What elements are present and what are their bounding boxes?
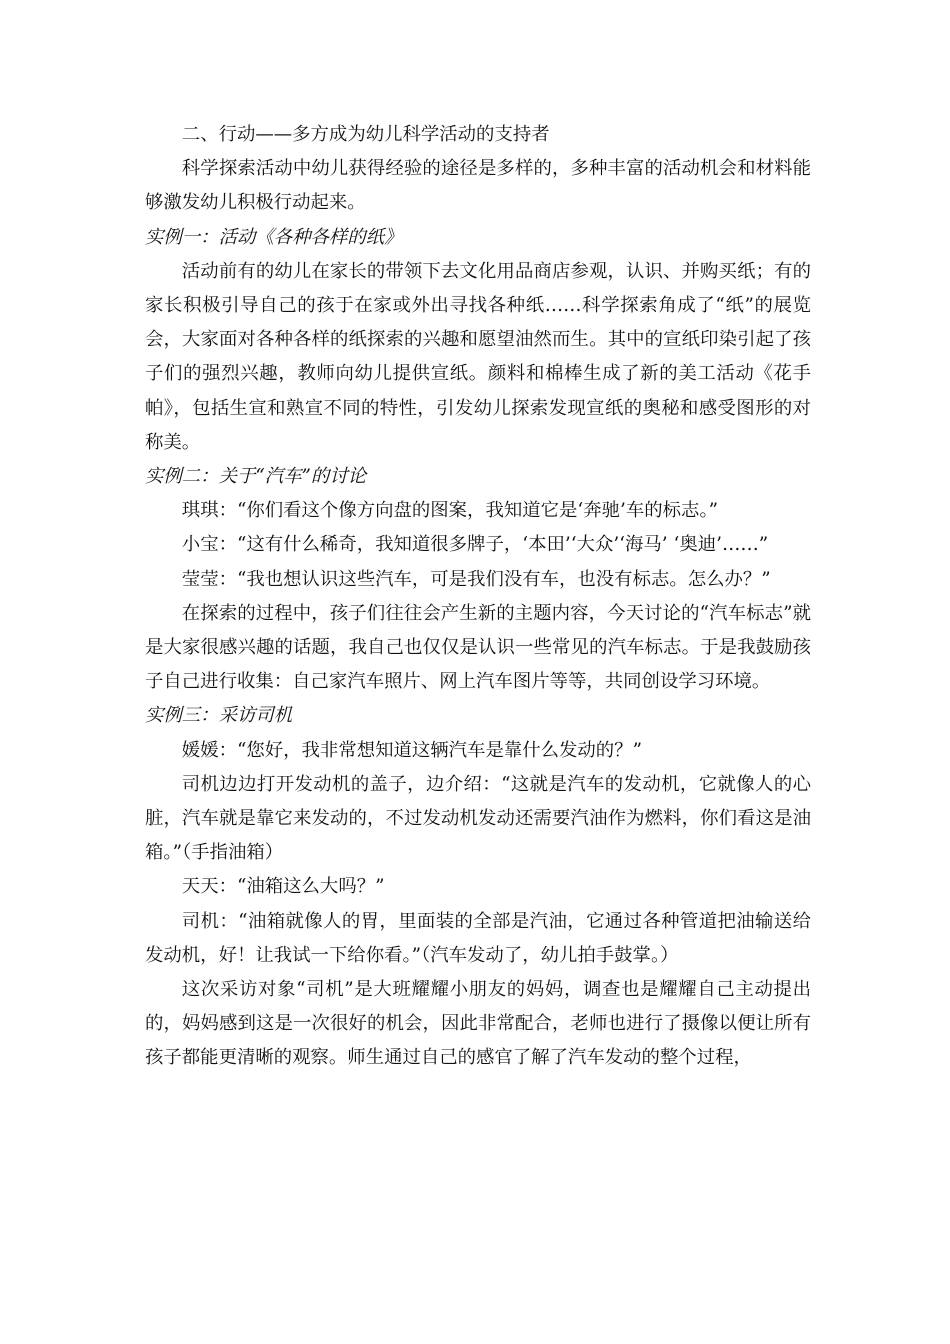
dialogue-line: 小宝：“这有什么稀奇，我知道很多牌子，‘本田’‘大众’‘海马’ ‘奥迪’……” [181,534,769,556]
example-two-paragraph: 在探索的过程中，孩子们往往会产生新的主题内容，今天讨论的“汽车标志”就是大家很感兴趣的话题，我自己也仅仅是认识一些常见的汽车标志。于是我鼓励孩子自己进行收集：自己家汽车照片、网上汽车图片等等，共同创设学习环境。 [145,602,811,693]
dialogue-line: 琪琪：“你们看这个像方向盘的图案，我知道它是‘奔驰’车的标志。” [181,500,719,522]
intro-paragraph: 科学探索活动中幼儿获得经验的途径是多样的，多种丰富的活动机会和材料能够激发幼儿积极行动起来。 [145,158,811,214]
dialogue-line: 司机边边打开发动机的盖子，边介绍：“这就是汽车的发动机，它就像人的心脏，汽车就是靠它来发动的，不过发动机发动还需要汽油作为燃料，你们看这是油箱。”（手指油箱） [145,773,811,864]
dialogue-line: 莹莹：“我也想认识这些汽车，可是我们没有车，也没有标志。怎么办？” [181,568,771,590]
example-three-paragraph: 这次采访对象“司机”是大班耀耀小朋友的妈妈，调查也是耀耀自己主动提出的，妈妈感到这是一次很好的机会，因此非常配合，老师也进行了摄像以便让所有孩子都能更清晰的观察。师生通过自己的感官了解了汽车发动的整个过程， [145,979,811,1069]
document-body [145,118,811,1076]
example-three-title: 实例三：采访司机 [145,705,293,727]
dialogue-line: 媛媛：“您好，我非常想知道这辆汽车是靠什么发动的？” [181,739,642,761]
section-heading: 二、行动——多方成为幼儿科学活动的支持者 [181,124,550,145]
example-one-paragraph: 活动前有的幼儿在家长的带领下去文化用品商店参观，认识、并购买纸；有的家长积极引导自己的孩于在家或外出寻找各种纸……科学探索角成了“纸”的展览会，大家面对各种各样的纸探索的兴趣和愿望油然而生。其中的宣纸印染引起了孩子们的强烈兴趣，教师向幼儿提供宣纸。颜料和棉棒生成了新的美工活动《花手帕》，包括生宣和熟宣不同的特性，引发幼儿探索发现宣纸的奥秘和感受图形的对称美。 [145,260,811,453]
example-two-title: 实例二：关于“汽车”的讨论 [145,466,367,488]
dialogue-line: 司机：“油箱就像人的胃，里面装的全部是汽油，它通过各种管道把油输送给发动机，好！让我试一下给你看。”（汽车发动了，幼儿拍手鼓掌。） [145,910,811,966]
dialogue-line: 天天：“油箱这么大吗？” [181,876,385,898]
example-one-title: 实例一：活动《各种各样的纸》 [145,226,403,248]
